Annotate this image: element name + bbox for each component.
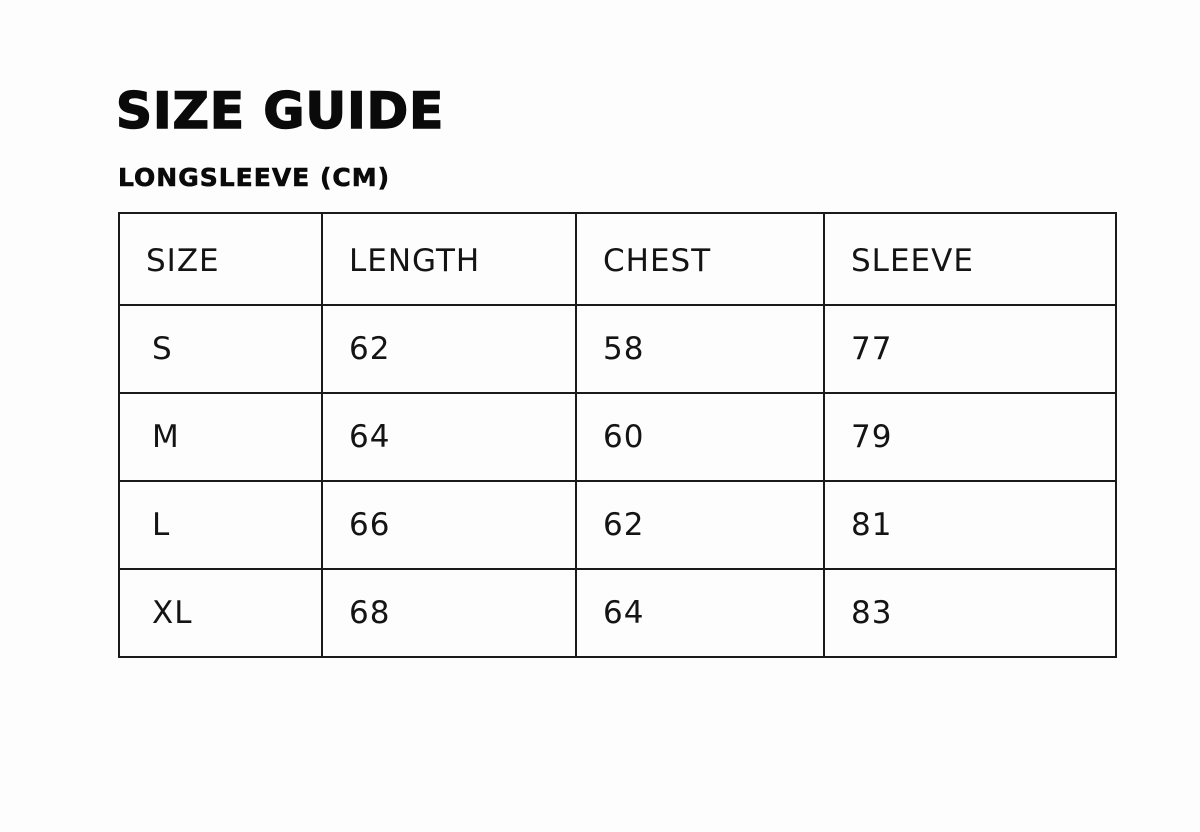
header-sleeve: SLEEVE	[824, 213, 1116, 305]
table-row	[119, 393, 1116, 481]
table-row	[119, 481, 1116, 569]
page-subtitle: LONGSLEEVE (CM)	[118, 163, 391, 192]
cell-length: 66	[322, 481, 576, 569]
cell-chest: 60	[576, 393, 824, 481]
page-title: SIZE GUIDE	[116, 82, 445, 140]
cell-length: 68	[322, 569, 576, 657]
size-chart-table	[118, 212, 1117, 658]
cell-chest: 64	[576, 569, 824, 657]
table-row	[119, 305, 1116, 393]
cell-chest: 58	[576, 305, 824, 393]
cell-length: 64	[322, 393, 576, 481]
cell-sleeve: 79	[824, 393, 1116, 481]
cell-sleeve: 77	[824, 305, 1116, 393]
cell-length: 62	[322, 305, 576, 393]
header-length: LENGTH	[322, 213, 576, 305]
table-row	[119, 569, 1116, 657]
cell-size: S	[119, 305, 322, 393]
cell-size: M	[119, 393, 322, 481]
cell-size: L	[119, 481, 322, 569]
header-size: SIZE	[119, 213, 322, 305]
cell-chest: 62	[576, 481, 824, 569]
table-header-row	[119, 213, 1116, 305]
cell-sleeve: 83	[824, 569, 1116, 657]
header-chest: CHEST	[576, 213, 824, 305]
cell-size: XL	[119, 569, 322, 657]
cell-sleeve: 81	[824, 481, 1116, 569]
